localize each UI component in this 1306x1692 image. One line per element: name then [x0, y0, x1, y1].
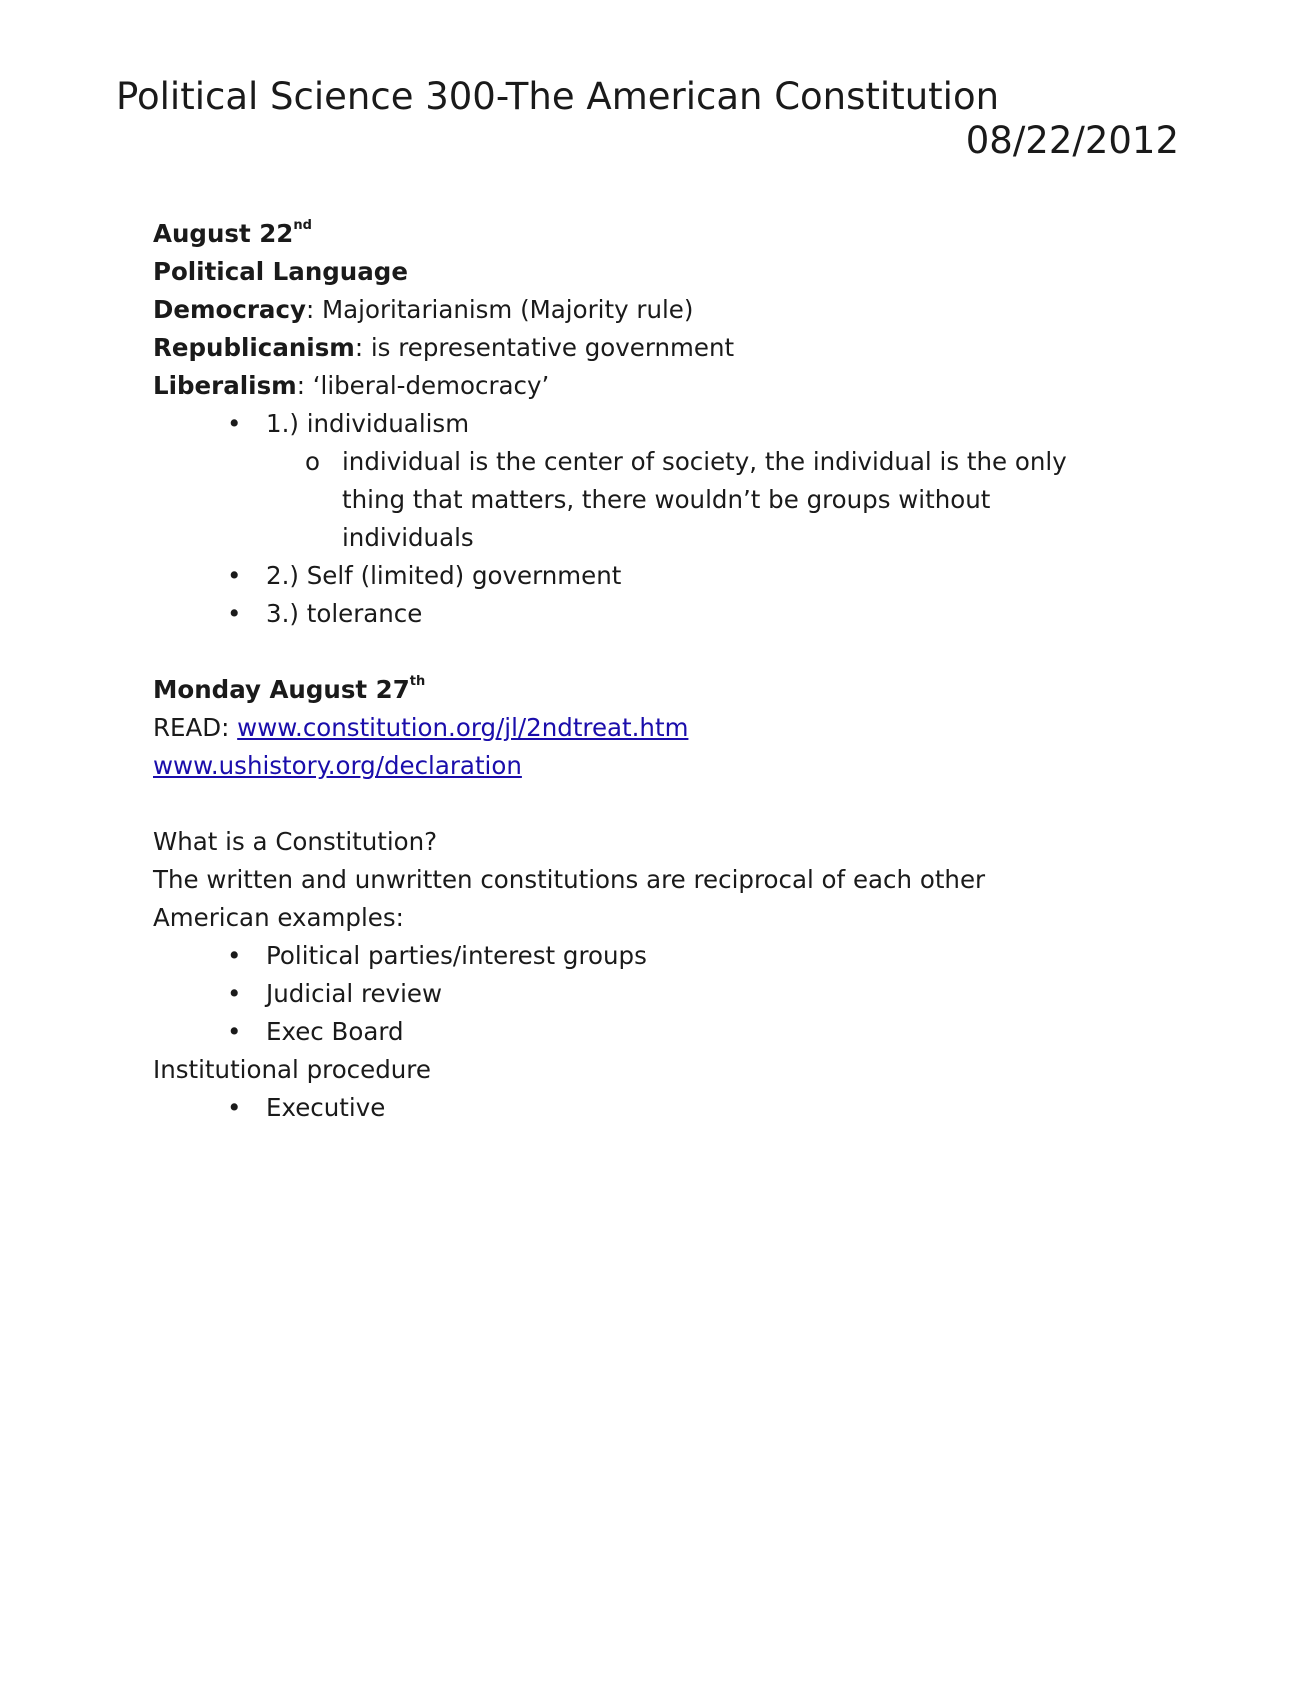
list-item: • Political parties/interest groups: [153, 937, 1153, 975]
link-ushistory-declaration[interactable]: www.ushistory.org/declaration: [153, 751, 522, 780]
term-republicanism: Republicanism: [153, 333, 355, 362]
examples-list: [153, 937, 1153, 1051]
heading-text: August 22: [153, 219, 294, 248]
list-item: • 3.) tolerance: [153, 595, 1153, 633]
liberalism-list-continued: [153, 557, 1153, 633]
heading-text: Monday August 27: [153, 675, 410, 704]
link-constitution-treatise[interactable]: www.constitution.org/jl/2ndtreat.htm: [237, 713, 689, 742]
notes-body: [153, 215, 1153, 1127]
def-democracy: : Majoritarianism (Majority rule): [305, 295, 694, 324]
definition-democracy: [153, 291, 1153, 329]
subheading-political-language: Political Language: [153, 257, 408, 286]
heading-superscript: nd: [293, 217, 312, 233]
document-title: Political Science 300-The American Constitution: [116, 75, 1000, 118]
reading-assignment: [153, 709, 1153, 747]
section-heading-aug27: [153, 671, 1153, 709]
def-liberalism: : ‘liberal-democracy’: [296, 371, 550, 400]
list-item: • 1.) individualism: [153, 405, 1153, 443]
definition-republicanism: [153, 329, 1153, 367]
individualism-sublist: [153, 443, 1153, 557]
constitution-question: What is a Constitution?: [153, 827, 438, 856]
list-item: • Exec Board: [153, 1013, 1153, 1051]
list-item: • Executive: [153, 1089, 1153, 1127]
constitution-statement: The written and unwritten constitutions are reciprocal of each other: [153, 865, 986, 894]
liberalism-list: [153, 405, 1153, 443]
reading-assignment-2: [153, 747, 1153, 785]
term-democracy: Democracy: [153, 295, 306, 324]
list-item: • 2.) Self (limited) government: [153, 557, 1153, 595]
sub-list-item: o individual is the center of society, the individual is the only thing that matters, there wouldn’t be groups without individuals: [153, 443, 1073, 557]
read-label: READ:: [153, 713, 238, 742]
procedure-list: [153, 1089, 1153, 1127]
list-item: • Judicial review: [153, 975, 1153, 1013]
section-heading-aug22: [153, 215, 1153, 253]
def-republicanism: : is representative government: [354, 333, 735, 362]
term-liberalism: Liberalism: [153, 371, 297, 400]
procedure-label: Institutional procedure: [153, 1055, 431, 1084]
definition-liberalism: [153, 367, 1153, 405]
examples-label: American examples:: [153, 903, 404, 932]
spacer: [153, 785, 1153, 823]
heading-superscript: th: [409, 673, 426, 689]
spacer: [153, 633, 1153, 671]
document-date: 08/22/2012: [965, 119, 1179, 162]
